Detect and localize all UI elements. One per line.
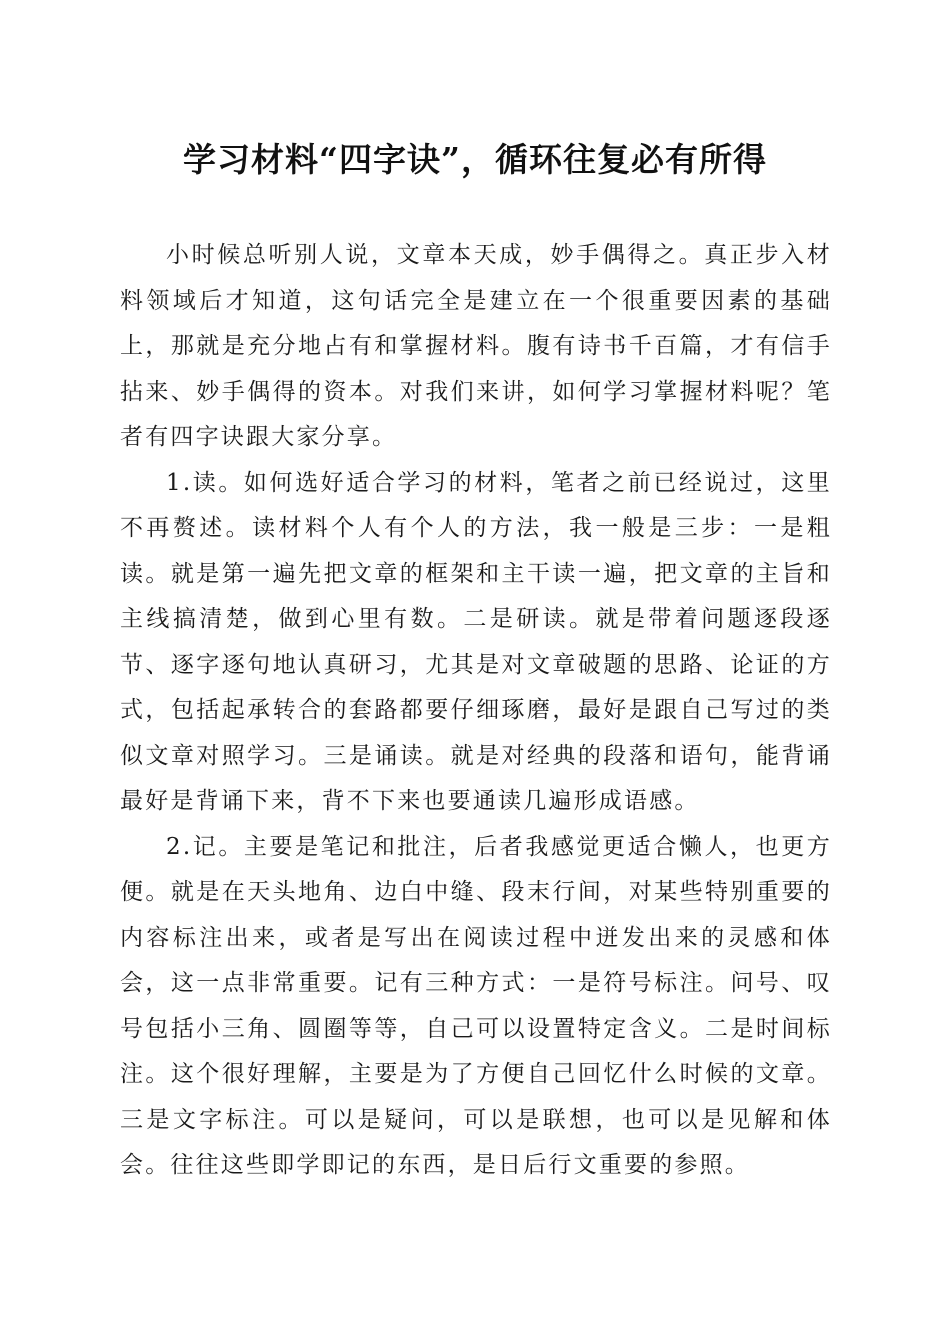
document-body: [120, 233, 832, 1189]
paragraph-intro: 小时候总听别人说，文章本天成，妙手偶得之。真正步入材料领域后才知道，这句话完全是建立在一个很重要因素的基础上，那就是充分地占有和掌握材料。腹有诗书千百篇，才有信手拈来、妙手偶得的资本。对我们来讲，如何学习掌握材料呢？笔者有四字诀跟大家分享。: [120, 242, 832, 450]
paragraph-record: 2.记。主要是笔记和批注，后者我感觉更适合懒人，也更方便。就是在天头地角、边白中缝、段末行间，对某些特别重要的内容标注出来，或者是写出在阅读过程中迸发出来的灵感和体会，这一点非常重要。记有三种方式：一是符号标注。问号、叹号包括小三角、圆圈等等，自己可以设置特定含义。二是时间标注。这个很好理解，主要是为了方便自己回忆什么时候的文章。三是文字标注。可以是疑问，可以是联想，也可以是见解和体会。往往这些即学即记的东西，是日后行文重要的参照。: [120, 833, 832, 1178]
document-title: 学习材料“四字诀”，循环往复必有所得: [183, 140, 767, 179]
paragraph-read: 1.读。如何选好适合学习的材料，笔者之前已经说过，这里不再赘述。读材料个人有个人的方法，我一般是三步：一是粗读。就是第一遍先把文章的框架和主干读一遍，把文章的主旨和主线搞清楚，做到心里有数。二是研读。就是带着问题逐段逐节、逐字逐句地认真研习，尤其是对文章破题的思路、论证的方式，包括起承转合的套路都要仔细琢磨，最好是跟自己写过的类似文章对照学习。三是诵读。就是对经典的段落和语句，能背诵最好是背诵下来，背不下来也要通读几遍形成语感。: [120, 469, 832, 814]
